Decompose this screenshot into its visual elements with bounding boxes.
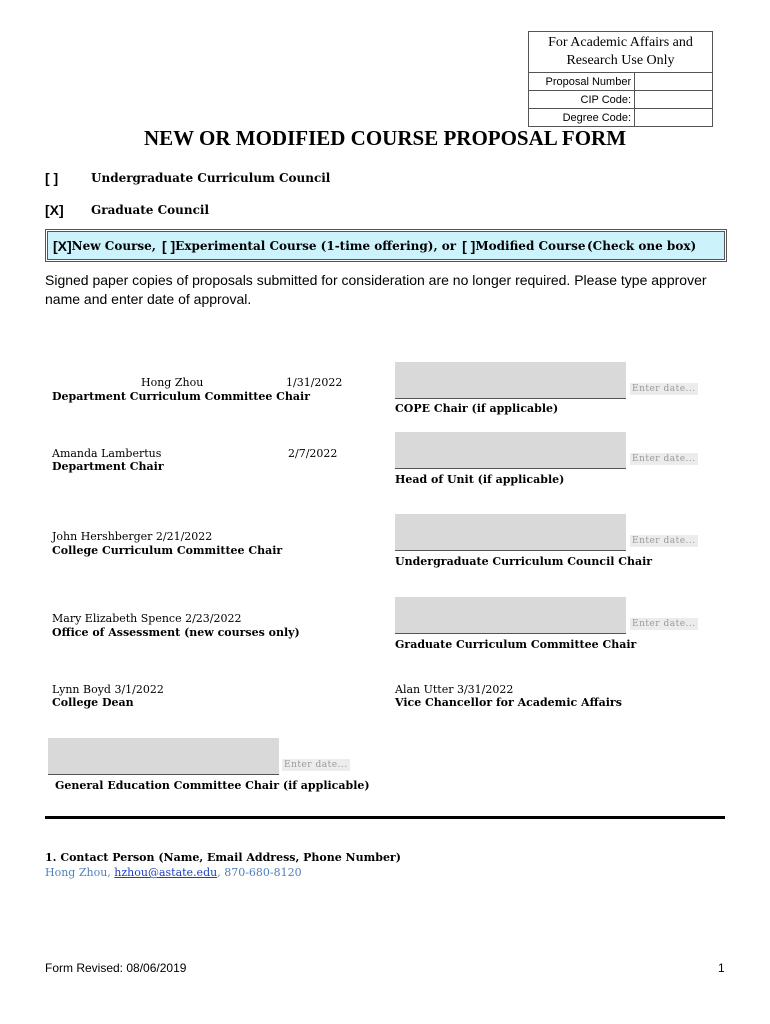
section-divider [45,816,725,819]
cip-code-field[interactable] [635,91,713,109]
head-of-unit-role: Head of Unit (if applicable) [395,473,565,486]
sig-assessment-name[interactable]: Mary Elizabeth Spence 2/23/2022 [52,612,242,625]
grad-council-checkbox[interactable]: [X] [45,202,64,218]
modified-course-checkbox[interactable]: [ ] [462,237,476,254]
experimental-course-label: Experimental Course (1-time offering), or [175,238,457,253]
course-type-box [45,229,727,262]
check-one-hint: (Check one box) [587,238,697,253]
gcc-chair-role: Graduate Curriculum Committee Chair [395,638,637,651]
gcc-chair-date-field[interactable]: Enter date... [632,619,696,629]
cip-code-label: CIP Code: [529,91,635,109]
form-revised: Form Revised: 08/06/2019 [45,961,187,975]
sig-dept-chair-name[interactable]: Amanda Lambertus [52,447,162,460]
head-of-unit-date-field[interactable]: Enter date... [632,454,696,464]
undergrad-council-checkbox[interactable]: [ ] [45,170,59,186]
head-of-unit-name-field[interactable] [395,432,626,469]
gen-ed-date-field[interactable]: Enter date... [284,760,348,770]
office-use-table [528,31,713,127]
office-use-heading: For Academic Affairs and Research Use Only [529,32,713,73]
sig-dean-role: College Dean [52,696,134,709]
sig-college-curr-role: College Curriculum Committee Chair [52,544,283,557]
sig-college-curr-name[interactable]: John Hershberger 2/21/2022 [52,530,213,543]
ucc-chair-role: Undergraduate Curriculum Council Chair [395,555,653,568]
sig-dean-name[interactable]: Lynn Boyd 3/1/2022 [52,683,164,696]
sig-dept-curr-date[interactable]: 1/31/2022 [286,376,343,389]
cope-chair-name-field[interactable] [395,362,626,399]
cope-chair-date-field[interactable]: Enter date... [632,384,696,394]
contact-name: Hong Zhou, [45,866,111,879]
gcc-chair-name-field[interactable] [395,597,626,634]
sig-dept-chair-date[interactable]: 2/7/2022 [288,447,338,460]
sig-vc-name[interactable]: Alan Utter 3/31/2022 [395,683,514,696]
cope-chair-role: COPE Chair (if applicable) [395,402,559,415]
modified-course-label: Modified Course [475,238,586,253]
intro-text: Signed paper copies of proposals submitted for consideration are no longer required. Please type approver name and enter date of approval. [45,272,707,307]
sig-dept-curr-name[interactable]: Hong Zhou [141,376,204,389]
new-course-checkbox[interactable]: [X] [53,237,72,254]
degree-code-field[interactable] [635,109,713,127]
sig-vc-role: Vice Chancellor for Academic Affairs [395,696,622,709]
form-title: NEW OR MODIFIED COURSE PROPOSAL FORM [143,126,627,150]
sig-assessment-role: Office of Assessment (new courses only) [52,626,300,639]
ucc-chair-name-field[interactable] [395,514,626,551]
proposal-number-label: Proposal Number [529,73,635,91]
sig-dept-curr-role: Department Curriculum Committee Chair [52,390,311,403]
contact-email-link[interactable]: hzhou@astate.edu [114,866,218,879]
undergrad-council-label: Undergraduate Curriculum Council [91,171,331,185]
page-number: 1 [718,961,725,975]
gen-ed-role: General Education Committee Chair (if applicable) [55,779,370,792]
degree-code-label: Degree Code: [529,109,635,127]
gen-ed-name-field[interactable] [48,738,279,775]
contact-value[interactable] [45,866,302,879]
grad-council-label: Graduate Council [91,203,210,217]
experimental-course-checkbox[interactable]: [ ] [161,237,176,254]
ucc-chair-date-field[interactable]: Enter date... [632,536,696,546]
proposal-number-field[interactable] [635,73,713,91]
contact-phone: , 870-680-8120 [217,866,302,879]
new-course-label: New Course, [71,238,156,253]
contact-heading: 1. Contact Person (Name, Email Address, Phone Number) [45,851,401,864]
sig-dept-chair-role: Department Chair [52,460,164,473]
